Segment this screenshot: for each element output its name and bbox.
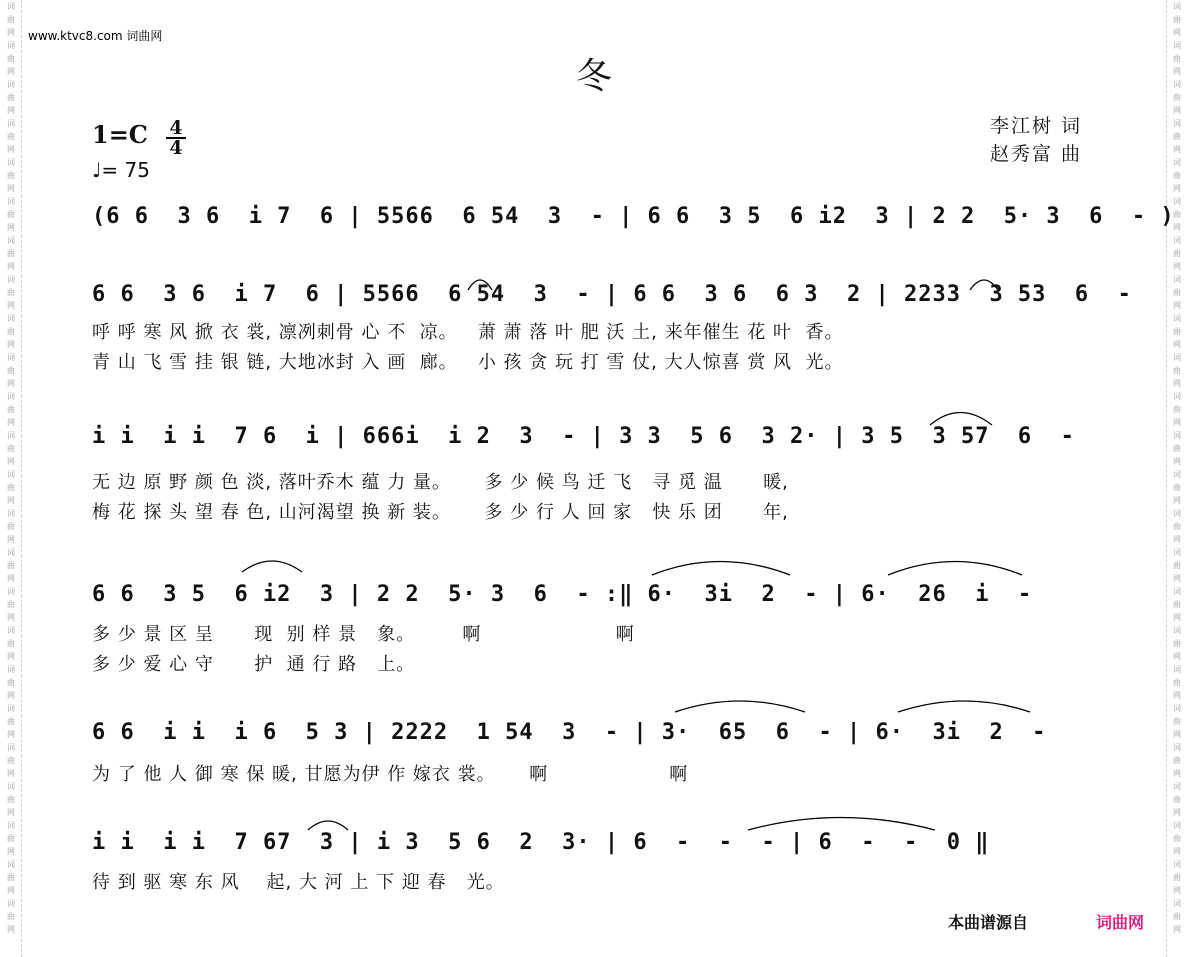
notes: i i i i 7 6 i | 666i i 2 3 - | 3 3 5 6 3 2· | 3 5 3 57 6 - bbox=[92, 424, 1075, 449]
watermark-glyph: 曲 bbox=[1173, 756, 1181, 765]
watermark-glyph: 词 bbox=[1173, 860, 1181, 869]
watermark-glyph: 网 bbox=[7, 730, 15, 739]
watermark-glyph: 词 bbox=[1173, 743, 1181, 752]
watermark-glyph: 曲 bbox=[7, 795, 15, 804]
watermark-glyph: 网 bbox=[7, 574, 15, 583]
watermark-glyph: 曲 bbox=[1173, 912, 1181, 921]
watermark-glyph: 词 bbox=[7, 821, 15, 830]
watermark-glyph: 曲 bbox=[7, 678, 15, 687]
watermark-glyph: 曲 bbox=[7, 210, 15, 219]
watermark-glyph: 网 bbox=[1173, 535, 1181, 544]
watermark-glyph: 曲 bbox=[7, 171, 15, 180]
lyric-line: 青 山 飞 雪 挂 银 链, 大地冰封 入 画 廊。 小 孩 贪 玩 打 雪 仗, 大人惊喜 赏 风 光。 bbox=[92, 352, 844, 373]
watermark-glyph: 词 bbox=[1173, 782, 1181, 791]
watermark-glyph: 网 bbox=[7, 418, 15, 427]
watermark-glyph: 词 bbox=[1173, 509, 1181, 518]
watermark-glyph: 词 bbox=[1173, 821, 1181, 830]
watermark-glyph: 曲 bbox=[7, 444, 15, 453]
song-title: 冬 bbox=[575, 56, 612, 97]
slur bbox=[675, 701, 805, 712]
watermark-glyph: 网 bbox=[1173, 769, 1181, 778]
slur bbox=[242, 561, 302, 572]
notes: (6 6 3 6 i 7 6 | 5566 6 54 3 - | 6 6 3 5 6 i2 3 | 2 2 5· 3 6 - ) bbox=[92, 204, 1175, 229]
watermark-glyph: 曲 bbox=[1173, 405, 1181, 414]
watermark-glyph: 网 bbox=[1173, 67, 1181, 76]
watermark-glyph: 词 bbox=[1173, 587, 1181, 596]
watermark-glyph: 网 bbox=[7, 691, 15, 700]
notes: 6 6 3 6 i 7 6 | 5566 6 54 3 - | 6 6 3 6 6 3 2 | 2233 3 53 6 - bbox=[92, 282, 1132, 307]
watermark-glyph: 词 bbox=[7, 665, 15, 674]
watermark-glyph: 曲 bbox=[7, 522, 15, 531]
watermark-glyph: 曲 bbox=[7, 756, 15, 765]
watermark-glyph: 曲 bbox=[7, 639, 15, 648]
watermark-glyph: 曲 bbox=[1173, 795, 1181, 804]
watermark-glyph: 曲 bbox=[7, 366, 15, 375]
watermark-glyph: 词 bbox=[7, 80, 15, 89]
watermark-glyph: 曲 bbox=[7, 327, 15, 336]
watermark-glyph: 曲 bbox=[7, 249, 15, 258]
watermark-glyph: 词 bbox=[1173, 548, 1181, 557]
watermark-glyph: 网 bbox=[1173, 886, 1181, 895]
watermark-glyph: 网 bbox=[1173, 145, 1181, 154]
slur bbox=[898, 701, 1030, 712]
watermark-glyph: 词 bbox=[7, 236, 15, 245]
watermark-glyph: 网 bbox=[7, 769, 15, 778]
watermark-glyph: 曲 bbox=[7, 93, 15, 102]
watermark-glyph: 词 bbox=[7, 353, 15, 362]
watermark-glyph: 网 bbox=[1173, 613, 1181, 622]
slur bbox=[888, 562, 1022, 576]
watermark-glyph: 网 bbox=[7, 106, 15, 115]
watermark-glyph: 词 bbox=[1173, 41, 1181, 50]
notes: i i i i 7 67 3 | i 3 5 6 2 3· | 6 - - - | 6 - - 0 ‖ bbox=[92, 830, 990, 855]
watermark-glyph: 曲 bbox=[1173, 483, 1181, 492]
watermark-glyph: 曲 bbox=[7, 561, 15, 570]
watermark-glyph: 曲 bbox=[7, 717, 15, 726]
watermark-glyph: 曲 bbox=[7, 15, 15, 24]
watermark-glyph: 网 bbox=[7, 457, 15, 466]
watermark-glyph: 词 bbox=[7, 587, 15, 596]
watermark-glyph: 网 bbox=[1173, 925, 1181, 934]
watermark-glyph: 曲 bbox=[1173, 522, 1181, 531]
watermark-glyph: 词 bbox=[7, 41, 15, 50]
watermark-glyph: 网 bbox=[1173, 808, 1181, 817]
watermark-glyph: 词 bbox=[1173, 275, 1181, 284]
watermark-glyph: 曲 bbox=[1173, 249, 1181, 258]
watermark-glyph: 网 bbox=[1173, 340, 1181, 349]
watermark-glyph: 网 bbox=[7, 262, 15, 271]
notes: 6 6 3 5 6 i2 3 | 2 2 5· 3 6 - :‖ 6· 3i 2 - | 6· 26 i - bbox=[92, 582, 1033, 607]
watermark-glyph: 曲 bbox=[1173, 132, 1181, 141]
watermark-glyph: 网 bbox=[7, 28, 15, 37]
watermark-glyph: 曲 bbox=[1173, 93, 1181, 102]
watermark-glyph: 词 bbox=[7, 2, 15, 11]
watermark-glyph: 曲 bbox=[1173, 639, 1181, 648]
watermark-glyph: 词 bbox=[1173, 236, 1181, 245]
watermark-glyph: 网 bbox=[7, 847, 15, 856]
slur bbox=[930, 413, 992, 426]
notes: 6 6 i i i 6 5 3 | 2222 1 54 3 - | 3· 65 6 - | 6· 3i 2 - bbox=[92, 720, 1047, 745]
watermark-glyph: 曲 bbox=[1173, 834, 1181, 843]
footer-source-label: 本曲谱源自 bbox=[948, 913, 1029, 932]
watermark-glyph: 曲 bbox=[1173, 15, 1181, 24]
watermark-glyph: 曲 bbox=[1173, 327, 1181, 336]
watermark-glyph: 网 bbox=[1173, 223, 1181, 232]
watermark-glyph: 网 bbox=[7, 652, 15, 661]
watermark-glyph: 网 bbox=[7, 67, 15, 76]
watermark-glyph: 词 bbox=[1173, 80, 1181, 89]
watermark-glyph: 网 bbox=[1173, 106, 1181, 115]
watermark-glyph: 网 bbox=[7, 340, 15, 349]
watermark-glyph: 曲 bbox=[1173, 873, 1181, 882]
watermark-glyph: 词 bbox=[1173, 704, 1181, 713]
footer-site-link[interactable]: 词曲网 bbox=[1096, 913, 1145, 932]
watermark-glyph: 词 bbox=[1173, 470, 1181, 479]
slur bbox=[970, 280, 998, 290]
watermark-glyph: 曲 bbox=[1173, 288, 1181, 297]
watermark-glyph: 网 bbox=[1173, 28, 1181, 37]
slur bbox=[652, 562, 790, 576]
watermark-glyph: 词 bbox=[7, 275, 15, 284]
watermark-glyph: 曲 bbox=[7, 405, 15, 414]
watermark-glyph: 词 bbox=[7, 509, 15, 518]
watermark-glyph: 网 bbox=[7, 613, 15, 622]
watermark-glyph: 网 bbox=[7, 184, 15, 193]
watermark-glyph: 曲 bbox=[1173, 561, 1181, 570]
watermark-glyph: 词 bbox=[7, 431, 15, 440]
watermark-glyph: 网 bbox=[1173, 730, 1181, 739]
watermark-glyph: 网 bbox=[7, 886, 15, 895]
watermark-glyph: 网 bbox=[1173, 574, 1181, 583]
lyric-line: 多 少 爱 心 守 护 通 行 路 上。 bbox=[92, 654, 416, 675]
watermark-glyph: 网 bbox=[1173, 457, 1181, 466]
watermark-glyph: 曲 bbox=[7, 132, 15, 141]
watermark-glyph: 词 bbox=[7, 860, 15, 869]
site-label: www.ktvc8.com 词曲网 bbox=[28, 29, 163, 43]
watermark-glyph: 网 bbox=[7, 496, 15, 505]
watermark-glyph: 网 bbox=[1173, 496, 1181, 505]
watermark-glyph: 词 bbox=[7, 158, 15, 167]
watermark-glyph: 曲 bbox=[7, 912, 15, 921]
watermark-glyph: 曲 bbox=[7, 54, 15, 63]
watermark-glyph: 词 bbox=[7, 626, 15, 635]
watermark-glyph: 词 bbox=[1173, 431, 1181, 440]
watermark-glyph: 词 bbox=[7, 392, 15, 401]
watermark-glyph: 词 bbox=[7, 197, 15, 206]
watermark-glyph: 网 bbox=[1173, 652, 1181, 661]
watermark-glyph: 词 bbox=[1173, 392, 1181, 401]
watermark-glyph: 曲 bbox=[7, 834, 15, 843]
watermark-glyph: 网 bbox=[7, 379, 15, 388]
watermark-glyph: 词 bbox=[7, 782, 15, 791]
watermark-glyph: 曲 bbox=[1173, 678, 1181, 687]
watermark-glyph: 词 bbox=[7, 470, 15, 479]
watermark-glyph: 词 bbox=[7, 314, 15, 323]
watermark-glyph: 网 bbox=[1173, 691, 1181, 700]
lyric-line: 多 少 景 区 呈 现 别 样 景 象。 啊 啊 bbox=[92, 624, 635, 645]
watermark-glyph: 网 bbox=[1173, 262, 1181, 271]
watermark-glyph: 网 bbox=[7, 301, 15, 310]
watermark-glyph: 网 bbox=[7, 925, 15, 934]
watermark-glyph: 词 bbox=[7, 119, 15, 128]
tempo-marking: ♩= 75 bbox=[92, 158, 150, 182]
slur bbox=[748, 818, 935, 831]
lyricist-credit: 李江树 词 bbox=[990, 115, 1083, 137]
watermark-glyph: 词 bbox=[7, 743, 15, 752]
watermark-glyph: 词 bbox=[1173, 626, 1181, 635]
watermark-glyph: 词 bbox=[1173, 158, 1181, 167]
lyric-line: 呼 呼 寒 风 掀 衣 裳, 凛冽刺骨 心 不 凉。 萧 萧 落 叶 肥 沃 土, 来年催生 花 叶 香。 bbox=[92, 322, 844, 343]
watermark-glyph: 曲 bbox=[1173, 171, 1181, 180]
watermark-glyph: 网 bbox=[7, 535, 15, 544]
lyric-line: 无 边 原 野 颜 色 淡, 落叶乔木 蕴 力 量。 多 少 候 鸟 迁 飞 寻 觅 温 暖, bbox=[92, 472, 789, 493]
meter-denominator: 4 bbox=[169, 137, 183, 159]
watermark-glyph: 网 bbox=[1173, 184, 1181, 193]
lyric-line: 为 了 他 人 御 寒 保 暖, 甘愿为伊 作 嫁衣 裳。 啊 啊 bbox=[92, 764, 689, 785]
watermark-glyph: 网 bbox=[1173, 379, 1181, 388]
watermark-glyph: 词 bbox=[1173, 314, 1181, 323]
watermark-glyph: 曲 bbox=[7, 873, 15, 882]
watermark-glyph: 词 bbox=[1173, 197, 1181, 206]
watermark-glyph: 词 bbox=[1173, 119, 1181, 128]
watermark-glyph: 网 bbox=[1173, 301, 1181, 310]
key-signature: 1=C bbox=[92, 120, 148, 149]
slur bbox=[468, 280, 492, 290]
watermark-glyph: 曲 bbox=[7, 288, 15, 297]
watermark-glyph: 曲 bbox=[7, 483, 15, 492]
watermark-glyph: 词 bbox=[1173, 899, 1181, 908]
watermark-glyph: 曲 bbox=[1173, 444, 1181, 453]
watermark-glyph: 网 bbox=[1173, 418, 1181, 427]
watermark-glyph: 词 bbox=[1173, 353, 1181, 362]
watermark-glyph: 曲 bbox=[1173, 54, 1181, 63]
watermark-glyph: 曲 bbox=[1173, 717, 1181, 726]
watermark-glyph: 网 bbox=[7, 808, 15, 817]
lyric-line: 待 到 驱 寒 东 风 起, 大 河 上 下 迎 春 光。 bbox=[92, 872, 505, 893]
watermark-glyph: 词 bbox=[7, 704, 15, 713]
watermark-glyph: 曲 bbox=[7, 600, 15, 609]
composer-credit: 赵秀富 曲 bbox=[990, 143, 1083, 165]
watermark-glyph: 曲 bbox=[1173, 210, 1181, 219]
slur bbox=[308, 821, 348, 830]
watermark-glyph: 网 bbox=[7, 145, 15, 154]
watermark-glyph: 词 bbox=[1173, 665, 1181, 674]
lyric-line: 梅 花 探 头 望 春 色, 山河渴望 换 新 装。 多 少 行 人 回 家 快 乐 团 年, bbox=[92, 502, 789, 523]
meter-numerator: 4 bbox=[166, 119, 186, 139]
watermark-glyph: 网 bbox=[7, 223, 15, 232]
watermark-glyph: 词 bbox=[1173, 2, 1181, 11]
watermark-glyph: 网 bbox=[1173, 847, 1181, 856]
watermark-glyph: 词 bbox=[7, 548, 15, 557]
watermark-glyph: 曲 bbox=[1173, 366, 1181, 375]
watermark-glyph: 词 bbox=[7, 899, 15, 908]
watermark-glyph: 曲 bbox=[1173, 600, 1181, 609]
